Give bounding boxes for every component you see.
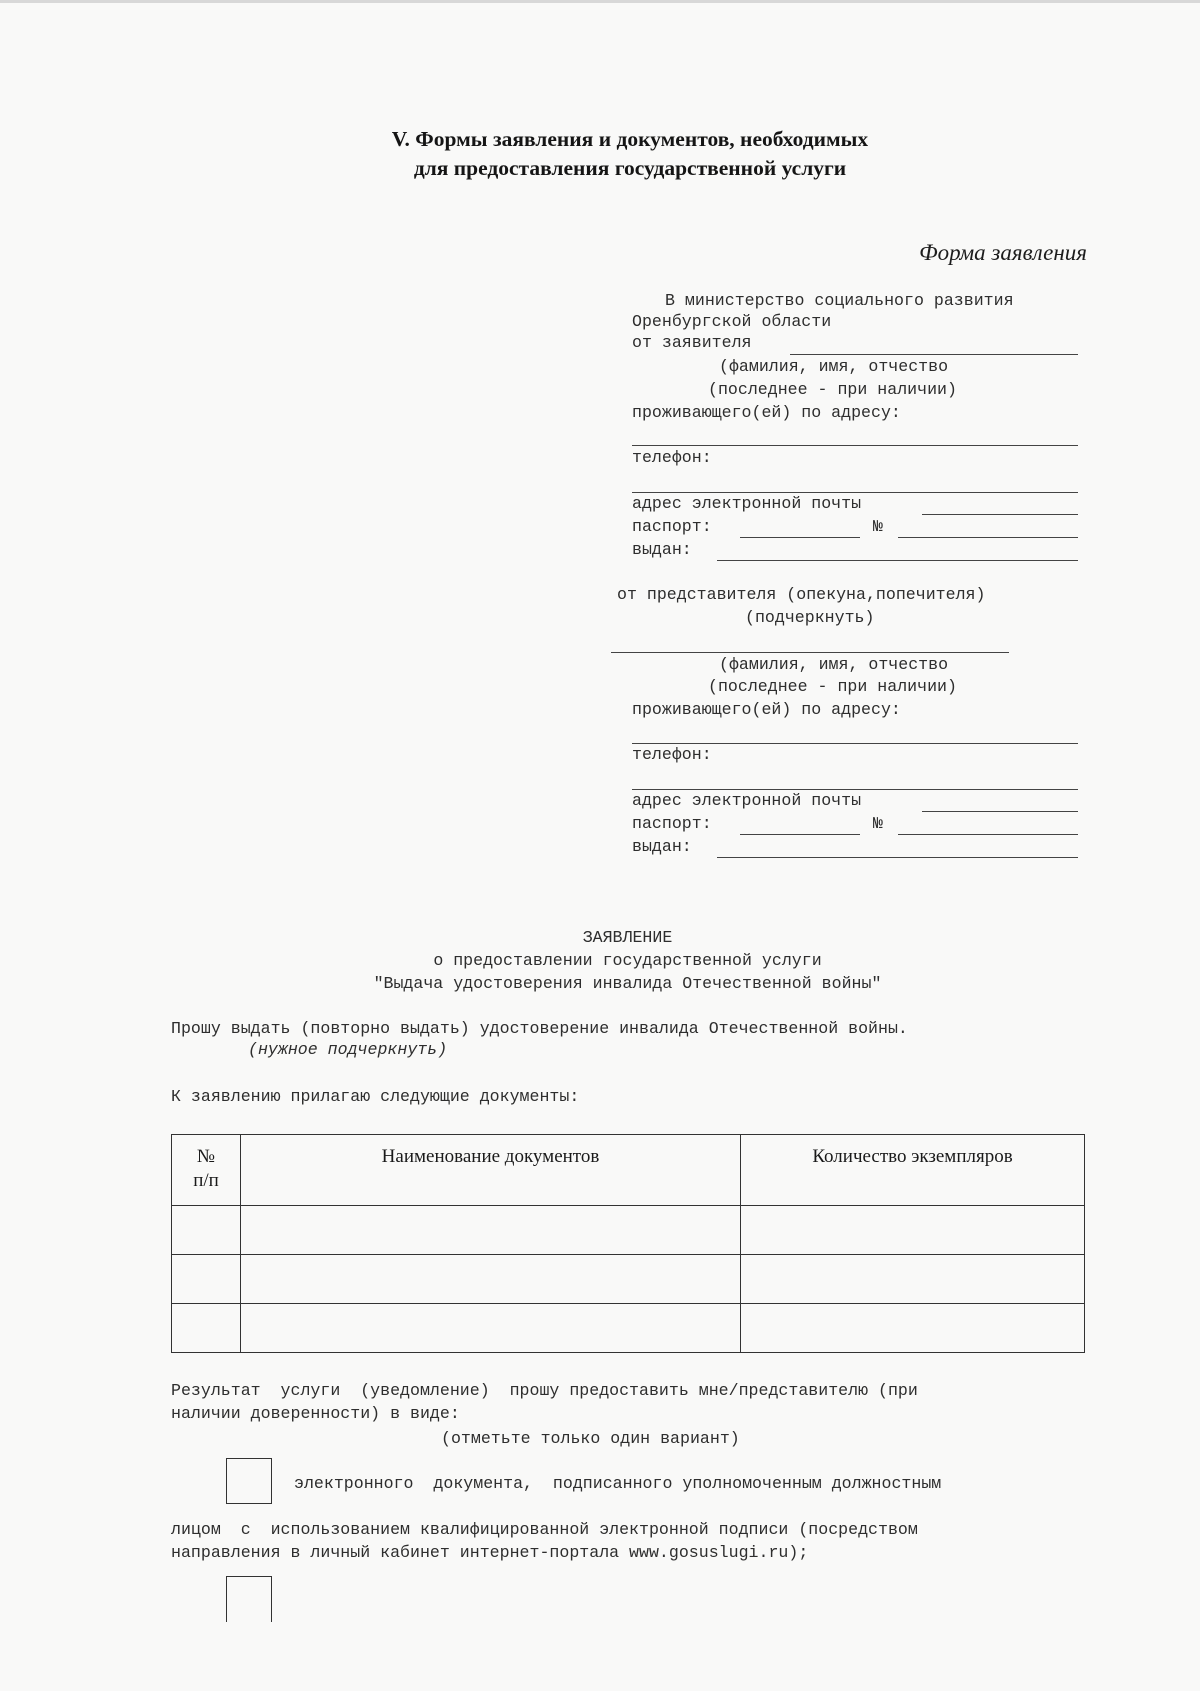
statement-subtitle: о предоставлении государственной услуги [433, 951, 822, 970]
next-option-checkbox[interactable] [226, 1576, 272, 1622]
column-header-count: Количество экземпляров [741, 1135, 1085, 1206]
applicant-address-field[interactable] [632, 445, 1078, 446]
representative-title: от представителя (опекуна,попечителя) [617, 585, 986, 604]
cell-document-name[interactable] [241, 1206, 741, 1255]
heading-line-1: V. Формы заявления и документов, необходимых [391, 127, 869, 151]
applicant-name-field[interactable] [790, 354, 1078, 355]
representative-name-field[interactable] [611, 652, 1009, 653]
applicant-fio-hint-1: (фамилия, имя, отчество [719, 357, 949, 376]
cell-copies-count[interactable] [741, 1304, 1085, 1353]
electronic-document-checkbox[interactable] [226, 1458, 272, 1504]
column-number-line-1: № [196, 1146, 216, 1167]
section-heading [200, 125, 1060, 183]
option-electronic-line-2: лицом с использованием квалифицированной электронной подписи (посредством [171, 1520, 918, 1539]
representative-number-sign: № [873, 814, 883, 833]
applicant-issued-label: выдан: [632, 540, 692, 559]
form-label: Форма заявления [919, 240, 1087, 265]
statement-request: Прошу выдать (повторно выдать) удостоверение инвалида Отечественной войны. [171, 1019, 908, 1038]
representative-address-label: проживающего(ей) по адресу: [632, 700, 901, 719]
applicant-number-sign: № [873, 517, 883, 536]
column-header-number [172, 1135, 241, 1206]
result-line-1: Результат услуги (уведомление) прошу предоставить мне/представителю (при [171, 1381, 918, 1400]
representative-issued-field[interactable] [717, 857, 1078, 858]
cell-document-name[interactable] [241, 1304, 741, 1353]
representative-issued-label: выдан: [632, 837, 692, 856]
addressee-line-2: Оренбургской области [632, 312, 832, 331]
representative-fio-hint-1: (фамилия, имя, отчество [719, 655, 949, 674]
representative-passport-number-field[interactable] [898, 834, 1078, 835]
applicant-passport-number-field[interactable] [898, 537, 1078, 538]
applicant-address-label: проживающего(ей) по адресу: [632, 403, 901, 422]
cell-number[interactable] [172, 1255, 241, 1304]
documents-table [171, 1134, 1085, 1353]
result-note: (отметьте только один вариант) [441, 1429, 740, 1448]
applicant-fio-hint-2: (последнее - при наличии) [708, 380, 957, 399]
documents-table-header [172, 1135, 1085, 1206]
representative-passport-series-field[interactable] [740, 834, 860, 835]
applicant-issued-field[interactable] [717, 560, 1078, 561]
cell-copies-count[interactable] [741, 1255, 1085, 1304]
table-row [172, 1304, 1085, 1353]
cell-copies-count[interactable] [741, 1206, 1085, 1255]
applicant-phone-label: телефон: [632, 448, 712, 467]
representative-underline-note: (подчеркнуть) [745, 608, 875, 627]
column-number-line-2: п/п [193, 1170, 219, 1191]
cell-number[interactable] [172, 1206, 241, 1255]
statement-title: ЗАЯВЛЕНИЕ [582, 928, 673, 947]
table-row [172, 1206, 1085, 1255]
cell-document-name[interactable] [241, 1255, 741, 1304]
applicant-passport-label: паспорт: [632, 517, 712, 536]
heading-line-2: для предоставления государственной услуги [413, 156, 847, 180]
option-electronic-line-3: направления в личный кабинет интернет-портала www.gosuslugi.ru); [171, 1543, 809, 1562]
representative-phone-label: телефон: [632, 745, 712, 764]
addressee-line-1: В министерство социального развития [665, 291, 1014, 310]
representative-email-label: адрес электронной почты [632, 791, 862, 810]
result-line-2: наличии доверенности) в виде: [171, 1404, 460, 1423]
applicant-email-field[interactable] [922, 514, 1078, 515]
statement-service-name: "Выдача удостоверения инвалида Отечественной войны" [373, 974, 882, 993]
attachments-intro: К заявлению прилагаю следующие документы: [171, 1087, 580, 1106]
applicant-email-label: адрес электронной почты [632, 494, 862, 513]
representative-passport-label: паспорт: [632, 814, 712, 833]
statement-underline-note: (нужное подчеркнуть) [248, 1040, 448, 1059]
cell-number[interactable] [172, 1304, 241, 1353]
option-electronic-line-1: электронного документа, подписанного уполномоченным должностным [294, 1474, 942, 1493]
table-row [172, 1255, 1085, 1304]
from-applicant-label: от заявителя [632, 333, 752, 352]
scan-edge [0, 0, 1200, 3]
applicant-passport-series-field[interactable] [740, 537, 860, 538]
representative-fio-hint-2: (последнее - при наличии) [708, 677, 957, 696]
representative-email-field[interactable] [922, 811, 1078, 812]
column-header-name: Наименование документов [241, 1135, 741, 1206]
